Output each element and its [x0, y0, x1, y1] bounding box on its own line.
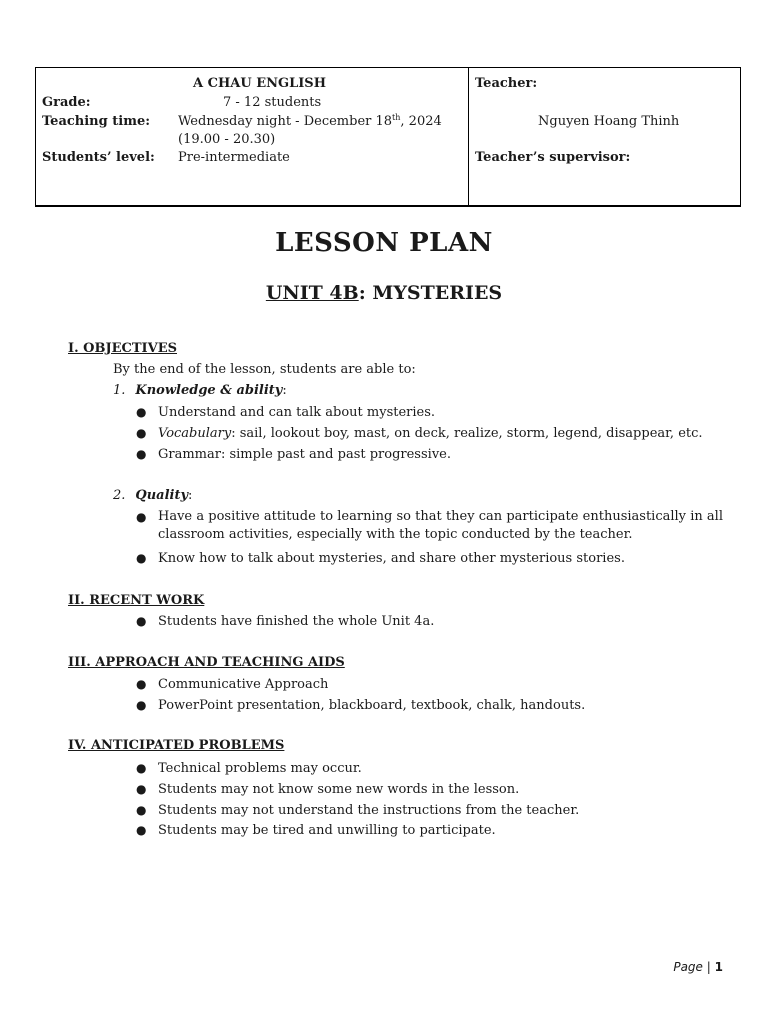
knowledge-heading: 1. Knowledge & ability: [113, 383, 287, 398]
header-table [35, 67, 741, 207]
teacher-name: Nguyen Hoang Thinh [538, 114, 680, 129]
list-item: ● Grammar: simple past and past progressive. [136, 447, 451, 462]
list-item-vocabulary: ● Vocabulary: sail, lookout boy, mast, on deck, realize, storm, legend, disappear, etc. [136, 426, 703, 441]
section-heading-approach: III. APPROACH AND TEACHING AIDS [68, 655, 345, 670]
grade-value: 7 - 12 students [223, 95, 322, 110]
list-item: ● Students have finished the whole Unit 4a. [136, 614, 435, 629]
list-item: ● Students may not know some new words in the lesson. [136, 782, 520, 797]
list-item: ● Students may not understand the instructions from the teacher. [136, 803, 580, 818]
teaching-time-hours: (19.00 - 20.30) [178, 132, 276, 147]
list-item: ● PowerPoint presentation, blackboard, textbook, chalk, handouts. [136, 698, 586, 713]
header-left-cell [36, 68, 469, 205]
supervisor-label: Teacher’s supervisor: [475, 150, 631, 165]
list-item: ● Technical problems may occur. [136, 761, 362, 776]
objectives-intro: By the end of the lesson, students are able to: [113, 362, 416, 377]
list-item: ● Know how to talk about mysteries, and share other mysterious stories. [136, 551, 625, 566]
page-title: LESSON PLAN [275, 228, 493, 258]
section-heading-recent-work: II. RECENT WORK [68, 593, 205, 608]
list-item: ● Understand and can talk about mysteries. [136, 405, 436, 420]
header-right-cell [469, 68, 740, 205]
students-level-value: Pre-intermediate [178, 150, 290, 165]
teaching-time-value: Wednesday night - December 18th, 2024 [178, 113, 442, 129]
grade-label: Grade: [42, 95, 91, 110]
page-footer: Page | 1 [673, 960, 723, 974]
teaching-time-label: Teaching time: [42, 114, 151, 129]
quality-heading: 2. Quality: [113, 488, 193, 503]
school-name: A CHAU ENGLISH [193, 76, 326, 91]
students-level-label: Students’ level: [42, 150, 155, 165]
list-item: ● Have a positive attitude to learning so that they can participate enthusiastically in all classroom activities, especially with the topic conducted by the teacher. [136, 509, 723, 542]
list-item: ● Communicative Approach [136, 677, 329, 692]
section-heading-objectives: I. OBJECTIVES [68, 341, 177, 356]
unit-title: UNIT 4B: MYSTERIES [265, 282, 503, 304]
list-item: ● Students may be tired and unwilling to participate. [136, 823, 496, 838]
section-heading-problems: IV. ANTICIPATED PROBLEMS [68, 738, 285, 753]
teacher-label: Teacher: [475, 76, 538, 91]
